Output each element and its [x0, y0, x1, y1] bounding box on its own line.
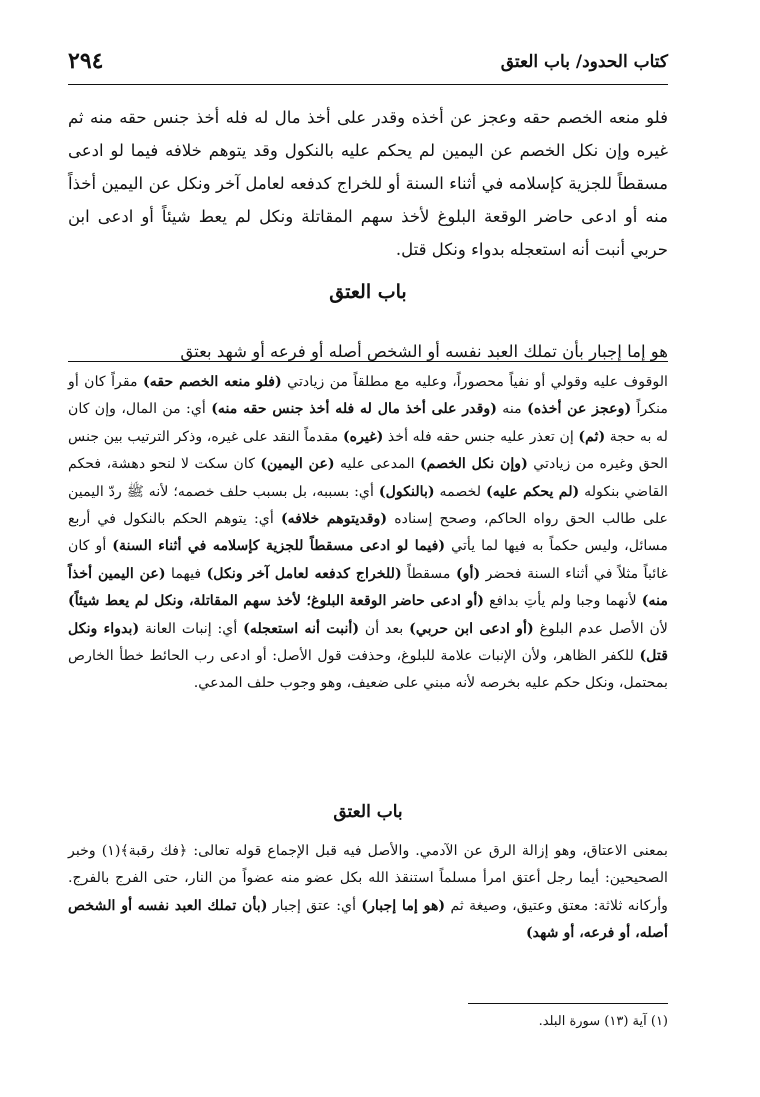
sharh-segment: أي: من المال، وإن كان له به حجة — [68, 401, 668, 445]
bold-matn-quote: (فلو منعه الخصم حقه) — [143, 374, 282, 390]
bold-matn-quote: (هو إما إجبار) — [361, 897, 446, 914]
sharh-segment: بمعنى الاعتاق، وهو إزالة الرق عن الآدمي. والأصل فيه قبل الإجماع قوله تعالى: ﴿فك رقبة﴾ — [120, 843, 668, 859]
sharh-segment: كان سكت لا لنحو دهشة، فحكم القاضي بنكوله — [68, 456, 668, 500]
sharh-paragraph-2 — [68, 838, 668, 948]
sharh-segment: مقراً كان أو منكراً — [68, 374, 668, 418]
bold-matn-quote: (وقدر على أخذ مال له فله أخذ جنس حقه منه) — [211, 401, 497, 418]
bold-matn-quote: (فيما لو ادعى مسقطاً للجزية كإسلامه في أثناء السنة) — [112, 538, 446, 555]
sharh-segment: منه — [496, 401, 528, 418]
bold-matn-quote: (أو) — [455, 565, 481, 582]
running-title: كتاب الحدود/ باب العتق — [500, 52, 668, 72]
sharh-text — [68, 369, 668, 698]
bold-matn-quote: (للخراج كدفعه لعامل آخر ونكل) — [206, 565, 402, 582]
footnote: (١) آية (١٣) سورة البلد. — [538, 1014, 668, 1029]
sharh-segment: فيهما — [165, 565, 207, 582]
sharh-segment: أي: عتق إجبار — [267, 897, 362, 914]
bold-matn-quote: (وإن نكل الخصم) — [419, 456, 528, 473]
sharh-segment: بعد أن — [359, 620, 410, 637]
sharh-segment: المدعى عليه — [334, 456, 420, 473]
sharh-segment: لأن الأصل عدم البلوغ — [533, 620, 668, 637]
sharh-segment: لأنهما وجبا ولم يأتِ بدافع — [484, 593, 642, 610]
footnote-rule — [468, 1003, 668, 1004]
bold-matn-quote: (وعجز عن أخذه) — [527, 401, 632, 418]
bold-matn-quote: (بأن تملك العبد نفسه أو الشخص أصله، أو فرعه، أو شهد) — [68, 897, 668, 942]
matn-text — [68, 101, 668, 266]
sharh-segment: إن تعذر عليه جنس حقه فله أخذ — [383, 428, 579, 445]
bold-matn-quote: (لم يحكم عليه) — [486, 483, 580, 500]
page-number: ٢٩٤ — [68, 48, 104, 74]
matn-paragraph-2: هو إما إجبار بأن تملك العبد نفسه أو الشخص أصله أو فرعه أو شهد بعتق — [180, 341, 668, 361]
sharh-segment: مسقطاً — [401, 565, 456, 582]
bold-matn-quote: (وقديتوهم خلافه) — [280, 511, 388, 528]
sharh-paragraph — [68, 369, 668, 698]
bold-matn-quote: (بالنكول) — [378, 483, 435, 500]
sharh-segment: أي: إنبات العانة — [139, 620, 244, 637]
sharh-segment: لخصمه — [434, 483, 486, 500]
bold-matn-quote: (أو ادعى حاضر الوقعة البلوغ؛ لأخذ سهم المقاتلة، ونكل لم يعط شيئاً) — [68, 593, 484, 610]
sharh-segment: للكفر الظاهر، ولأن الإنبات علامة للبلوغ، وحذفت قول الأصل: أو ادعى رب الحائط خطأ الخارص بمحتمل، ونكل حكم عليه بخرصه لأنه مبني على ضعيف، وهو وجوب حلف المدعي. — [68, 648, 668, 692]
bold-matn-quote: (أو ادعى ابن حربي) — [409, 620, 534, 637]
running-header — [68, 44, 668, 85]
sharh-segment: (١) — [101, 843, 121, 859]
sharh-segment: أي: يتوهم الحكم بالنكول في أربع مسائل، وليس حكماً به فيها لما يأتي — [68, 511, 669, 555]
bold-matn-quote: (عن اليمين) — [260, 456, 335, 473]
bold-matn-quote: (عن اليمين أخذاً منه) — [68, 565, 668, 610]
matn-paragraph: فلو منعه الخصم حقه وعجز عن أخذه وقدر على أخذ مال له فله أخذ جنس حقه منه ثم غيره وإن نكل الخصم عن اليمين لم يحكم عليه بالنكول وقد يتوهم خلافه فيما لو ادعى مسقطاً للجزية كإسلامه في أثناء السنة أو للخراج كدفعه لعامل آخر ونكل عن اليمين أخذاً منه أو ادعى حاضر الوقعة البلوغ لأخذ سهم المقاتلة ونكل لم يعط شيئاً أو ادعى ابن حربي أنبت أنه استعجله بدواء ونكل قتل. — [68, 108, 668, 259]
sharh-chapter-heading: باب العتق — [333, 802, 403, 822]
bold-matn-quote: (أنبت أنه استعجله) — [243, 620, 360, 637]
sharh-segment: مقدماً النقد على غيره، وذكر الترتيب بين جنس الحق وغيره من زيادتي — [68, 428, 668, 473]
sharh-segment: الوقوف عليه وقولي أو نفياً محصوراً، وعليه مع مطلقاً من زيادتي — [281, 374, 668, 390]
sharh-segment: وخبر الصحيحين: أيما رجل أعتق امرأ مسلماً استنقذ الله بكل عضو منه عضواً من النار، حتى الفرج بالفرج. وأركانه ثلاثة: معتق وعتيق، وصيغة ثم — [68, 843, 668, 914]
sharh-segment: أو كان غائباً مثلاً في أثناء السنة فحضر — [68, 538, 668, 582]
sharh-text-2 — [68, 838, 668, 948]
matn-chapter-heading: باب العتق — [329, 281, 407, 303]
bold-matn-quote: (بدواء ونكل قتل) — [68, 620, 668, 665]
matn-sharh-divider — [68, 361, 668, 362]
sharh-segment: أي: بسببه، بل بسبب حلف خصمه؛ لأنه ﷺ ردّ اليمين على طالب الحق رواه الحاكم، وصحح إسناده — [68, 483, 668, 528]
bold-matn-quote: (ثم) — [578, 428, 606, 445]
bold-matn-quote: (غيره) — [342, 428, 384, 445]
